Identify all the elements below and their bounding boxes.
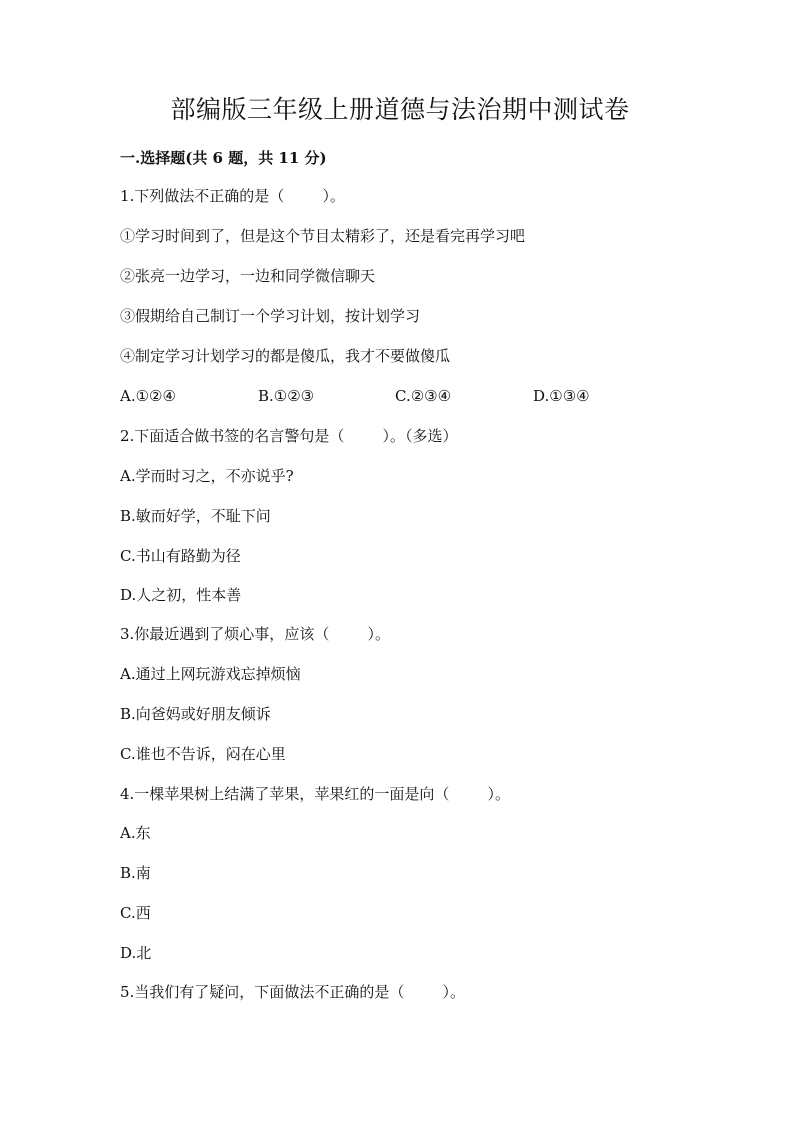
question-1-option-d: D.①③④ bbox=[533, 387, 590, 405]
section-heading: 一.选择题(共 6 题，共 11 分) bbox=[120, 149, 327, 167]
question-2-option-b: B.敏而好学，不耻下问 bbox=[120, 507, 271, 525]
question-3-option-c: C.谁也不告诉，闷在心里 bbox=[120, 745, 286, 763]
question-1-statement-2: ②张亮一边学习，一边和同学微信聊天 bbox=[120, 267, 376, 285]
page-title: 部编版三年级上册道德与法治期中测试卷 bbox=[170, 95, 630, 124]
question-4-stem: 4.一棵苹果树上结满了苹果，苹果红的一面是向（ ）。 bbox=[120, 785, 510, 803]
question-1-statement-1: ①学习时间到了，但是这个节目太精彩了，还是看完再学习吧 bbox=[120, 227, 526, 245]
question-4-option-c: C.西 bbox=[120, 904, 151, 922]
question-1-statement-3: ③假期给自己制订一个学习计划，按计划学习 bbox=[120, 307, 421, 325]
question-3-option-b: B.向爸妈或好朋友倾诉 bbox=[120, 705, 271, 723]
question-1-options bbox=[120, 384, 680, 408]
question-5-stem: 5.当我们有了疑问，下面做法不正确的是（ ）。 bbox=[120, 983, 465, 1001]
question-2-option-d: D.人之初，性本善 bbox=[120, 586, 242, 604]
question-1-statement-4: ④制定学习计划学习的都是傻瓜，我才不要做傻瓜 bbox=[120, 347, 451, 365]
question-4-option-a: A.东 bbox=[120, 824, 151, 842]
question-4-option-b: B.南 bbox=[120, 864, 151, 882]
question-4-option-d: D.北 bbox=[120, 944, 152, 962]
question-1-option-c: C.②③④ bbox=[395, 387, 452, 405]
question-3-option-a: A.通过上网玩游戏忘掉烦恼 bbox=[120, 665, 301, 683]
question-3-stem: 3.你最近遇到了烦心事，应该（ ）。 bbox=[120, 625, 390, 643]
question-1-stem: 1.下列做法不正确的是（ ）。 bbox=[120, 187, 345, 205]
question-2-option-c: C.书山有路勤为径 bbox=[120, 547, 241, 565]
question-1-option-b: B.①②③ bbox=[258, 387, 315, 405]
question-1-option-a: A.①②④ bbox=[120, 387, 176, 405]
question-2-option-a: A.学而时习之，不亦说乎? bbox=[120, 467, 294, 485]
question-2-stem: 2.下面适合做书签的名言警句是（ ）。（多选） bbox=[120, 427, 458, 445]
